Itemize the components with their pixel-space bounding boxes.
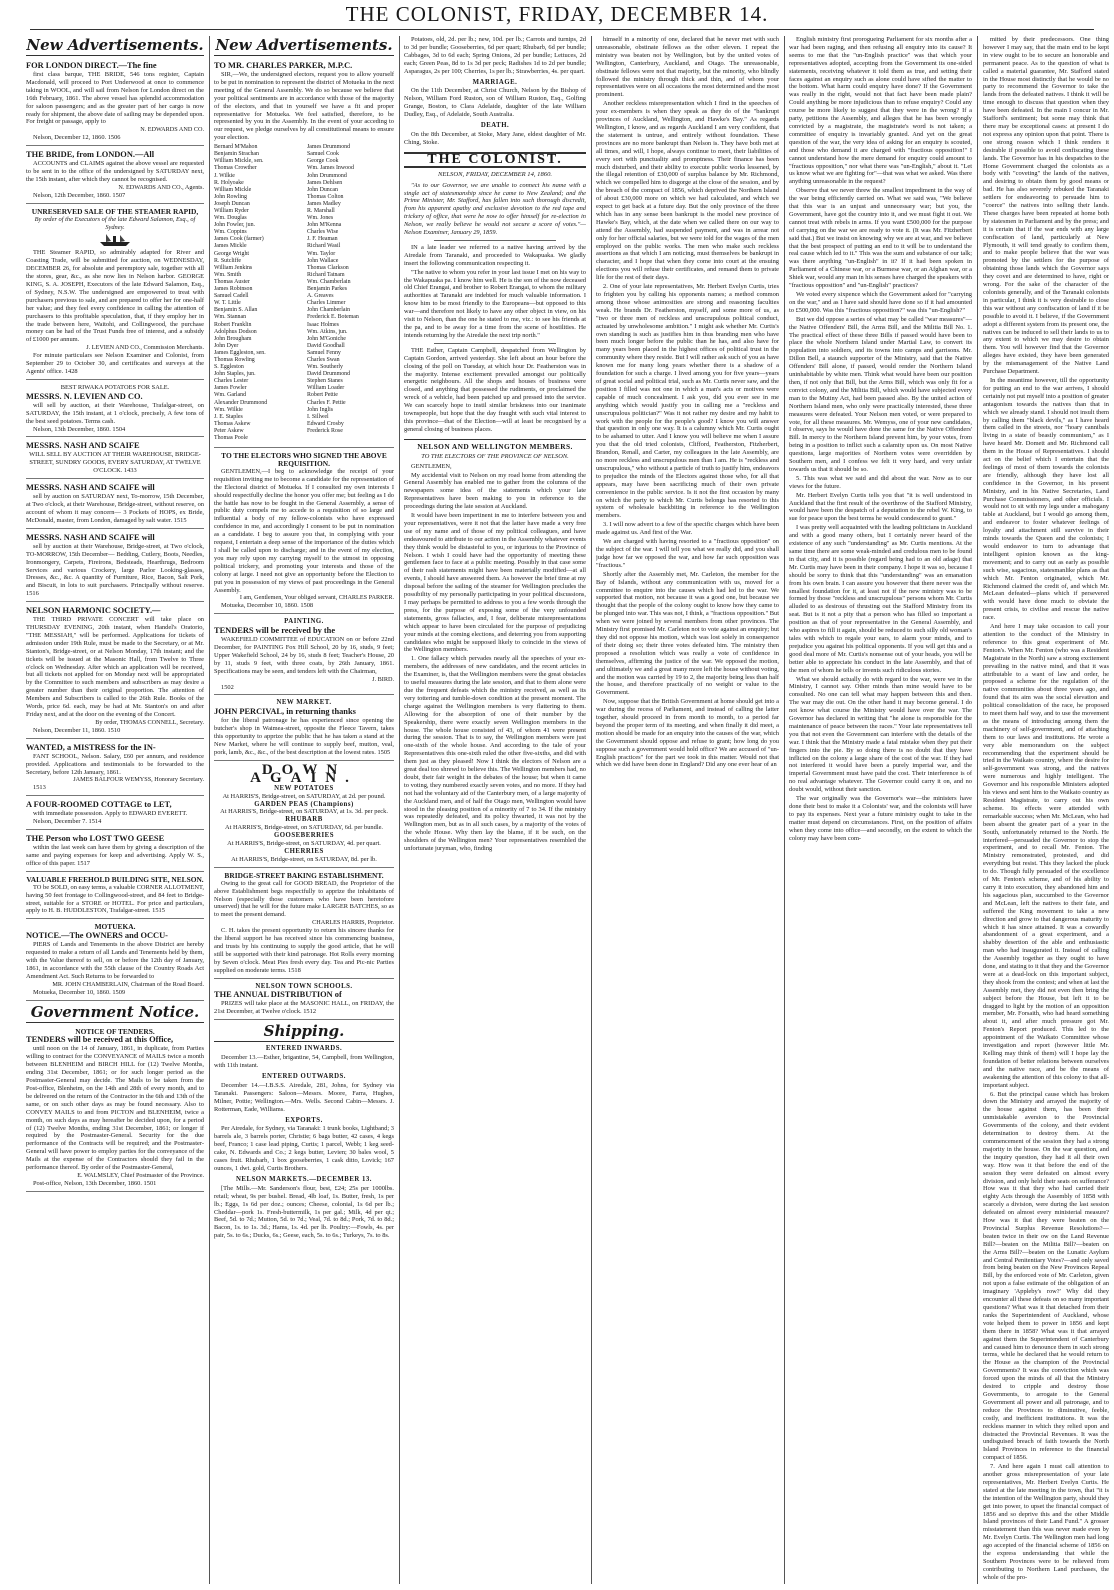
advert-lost-geese bbox=[26, 832, 204, 872]
markets-heading: NELSON MARKETS.—DECEMBER 13. bbox=[236, 1175, 372, 1183]
advert-body: WAKEFIELD COMMITTEE of EDUCATION on or before 22nd December, for PAINTING Fox Hill School, 20 by 16, studs, 9 feet; Upper Wakefield School, 24 by 16, studs 8 feet; Teacher's House, 20 by 11, studs 9 feet, with three coats, by 26th January, 1861. Specifications may be seen, and tenders left with the Chairman, bbox=[214, 636, 394, 675]
advert-signature: J. LEVIEN AND CO., Commission Merchants. bbox=[86, 344, 204, 352]
advert-bakery bbox=[214, 870, 394, 979]
signatory-name: Peter Askew bbox=[214, 427, 244, 434]
signatory-name: John Drummond bbox=[307, 172, 347, 179]
advert-heading: BEST RIWAKA POTATOES FOR SALE. bbox=[60, 383, 170, 391]
advert-body: ACCOUNTS and CLAIMS against the above vessel are requested to be sent in to the office of the undersigned by SATURDAY next, the 15th instant, after which they cannot be recognised. bbox=[26, 160, 204, 183]
advert-date: Motueka, December 10, 1860. 1508 bbox=[221, 602, 314, 610]
advert-heading: THE BRIDE, from LONDON.—All bbox=[26, 150, 155, 160]
column-divider bbox=[784, 36, 785, 1584]
produce-item-name: GOOSEBERRIES bbox=[273, 832, 335, 840]
signatory-name: William Loader bbox=[307, 385, 345, 392]
signatory-name: John Staples, jun. bbox=[214, 371, 256, 378]
entered-outwards-heading: ENTERED OUTWARDS. bbox=[261, 1073, 347, 1080]
advert-harmonic-society bbox=[26, 604, 204, 739]
advert-requisition-parker bbox=[214, 59, 394, 448]
advert-signature: I am, Gentlemen, Your obliged servant, CHARLES PARKER. bbox=[239, 594, 394, 602]
signatory-name: Thomas Colton bbox=[307, 193, 344, 200]
letter-heading: NELSON AND WELLINGTON MEMBERS. bbox=[404, 439, 586, 451]
editorial-dateline: NELSON, FRIDAY, DECEMBER 14, 1860. bbox=[437, 170, 553, 178]
advert-heading: MOTUEKA. bbox=[94, 922, 136, 932]
produce-item-line: At HARRIS'S, Bridge-street, on SATURDAY, at 1s. 3d. per peck. bbox=[220, 808, 388, 816]
advert-body: sell by auction on SATURDAY next, To-morrow, 15th December, at Two o'clock, at their Warehouse, Bridge-street, without reserve, on account of whom it may concern— 3 Pockets of HOPS, ex Bride, McDonald, master, from London, damaged by salt water. 1515 bbox=[26, 493, 204, 524]
markets-text: [The Mills.—Mr. Sanderson's flour, best, £24; 25s per 1000lbs. retail; wheat, 9s per bushel. Bread, 4lb loaf, 1s. Butter, fresh, 1s per lb.; Eggs, 1s 6d per doz.; ounces; Cheese, colonial, 1s 6d per lb.; Cheddar—pork 1s. Fresh-buttermilk, 1s per gal.; Milk, 4d per qt.; Beef, 5d. to 7d.; Mutton, 5d. to 7d.; Veal, 7d. to 8d.; Pork, 7d. to 8d.; Bacon, 1s. to 1s. 3d.; Hams, 1s. 4d. per lb. Poultry:—Fowls, 4s. per pair, 5s. to 6s.; Ducks, 6s.; Geese, each, 5s. to 6s.; Turkeys, 7s. to 8s. bbox=[214, 1184, 394, 1240]
signatory-name: William Ryder bbox=[214, 208, 249, 214]
signatory-name: James Robinson bbox=[214, 286, 253, 293]
advert-date: Nelson, 12th December, 1860. 1507 bbox=[33, 191, 126, 199]
section-title-shipping: Shipping. bbox=[214, 1022, 394, 1042]
signatory-name: Wm. James Inwood bbox=[307, 165, 354, 172]
signatory-name: Adolphus Dodson bbox=[214, 328, 257, 335]
letter-paragraph: 5. This was what we said and did about the war. Now as to our views for the future. bbox=[789, 474, 972, 490]
signatory-name: J. E. Staples bbox=[214, 413, 243, 420]
signatory-name: James Drummond bbox=[307, 144, 351, 151]
signatory-name: John Brougham bbox=[214, 335, 252, 342]
signatory-name: Thomas Askew bbox=[214, 420, 251, 427]
letter-paragraph: In the meantime however, till the opportunity for putting an end to the war arrives, I should certainly not put myself into a position of greater antagonism towards the natives than that in which we already stand. I should not insult them by calling them "black devils," as I have heard them called in the streets, nor "hoary cannibals living in a state of beastly communism," as I have heard Mr. Domett and Mr. Richmond call them in the House of Representatives. I should act on the belief which I entertain that the feelings of most of them towards the colonists are friendly, although they have lost all confidence in the Governor, in his present Ministry, and in his Native Secretaries, Land Purchase Commissioners, and other officials. I would not to sit with my legs under a mahogany table at Auckland, but I would go among them, and endeavor to foster whatever feelings of loyalty and attachment still survive in their minds towards the Queen and the colonists; I would endeavor to turn to advantage that intelligent opinion known as the king-movement; and to carry out as early as possible such wise, sagacious, statesmanlike plans as that which Mr. Fenton originated, which Mr. Richmond claimed the credit of, and which Mr. McLean defeated—plans which if persevered with would have done much to obviate the present crisis, to civilise and rescue the native race. bbox=[983, 376, 1109, 622]
advert-body: THE THIRD PRIVATE CONCERT will take place on THURSDAY EVENING, 20th instant, when Handel's Oratorio, "THE MESSIAH," will be performed. Applications for tickets of admission under 19th Rule, must be made to the Secretary, or at Mr. Stanton's, Bridge-street, or at Nelson Monday, 17th instant; and the tickets will be issued at the Masonic Hall, from Twelve to Three o'clock on Wednesday. After which an application will be received, but all tickets not applied for on Monday next will be appropriated by the Committee to such members and subscribers as may desire a greater number than their original proportion. The attention of Members and Subscribers is called to the 26th Rule. Books of the Words, price 6d. each, may be had at Mr. Stanton's on and after Friday next, and at the door on the evening of the Concert. bbox=[26, 616, 204, 718]
column-5 bbox=[789, 36, 972, 1584]
signatory-name: Wm. Smith bbox=[214, 271, 242, 278]
entered-inwards-text: December 13.—Esther, brigantine, 54, Campbell, from Wellington, with 11th instant. bbox=[214, 1054, 394, 1070]
signatory-name: Wm. Wilkie bbox=[214, 406, 243, 413]
markets-continued-text: Potatoes, old, 2d. per lb.; new, 10d. per lb.; Carrots and turnips, 2d to 3d per bundle; Gooseberries, 6d per quart; Rhubarb, 6d per bundle; Cabbages, 3d to 6d each; Spring Onions, 2d per bundle; Lettuces, 2d each; Green Peas, 8d to 1s 3d per peck; Radishes 1d to 2d per bundle; Asparagus, 2s per 100; Cherries, 1s per lb.; Strawberries, 4s. per quart. bbox=[404, 36, 586, 75]
advert-subheading: By order of the Executors of the late Edward Salamon, Esq., of Sydney. bbox=[34, 215, 196, 231]
signatory-name: James Eggleston, sen. bbox=[214, 349, 266, 356]
signatory-name: Charles Lester bbox=[214, 378, 249, 385]
letter-paragraph: What we should actually do with regard to the war, were we in the Ministry, I cannot say. Other minds than mine would have to be consulted. No one can tell what may happen between this and then. The war may die out. On the other hand it may become general. I do not know what course the Ministry would have over the war. The Governor has declared in writing that "he alone is responsible for the maintenance of peace between the races." Your late representatives tell you that not even the Government can interfere with the details of the war. I think that the Ministry made a fatal mistake when they put their fingers into the pie. By so doing there is no doubt that they have inflicted on the colony a large share of the cost of the war. If they had not interfered it would have been a purely imperial war, and the imperial Government must have paid the cost. Their interference is of no real advantage whatever. The Governor could carry it on, and no doubt would, without their sanction. bbox=[789, 675, 972, 794]
signatory-name: Charles Wise bbox=[307, 229, 339, 236]
advert-date: Motueka, December 10, 1860. 1509 bbox=[33, 988, 126, 996]
produce-item-name: RHUBARB bbox=[285, 816, 323, 824]
advert-harris-produce bbox=[214, 763, 394, 868]
letter-paragraph: I was pretty well acquainted with the leading politicians in Auckland and with a good many others, but I certainly never heard of the existence of any such "understanding" as Mr. Curtis mentions. At the same time there are some weak-minded and credulous men to be found in that city, and it is possible (regard being had to an old adage) that Mr. Curtis may have been in their company. I hope it was so, because I should be sorry to think that this "understanding" was an emanation from his own brain. I can assure you however that there never was the smallest foundation for it, at least not if the new ministry was to be formed by those "reckless and unscrupulous" persons whom Mr. Curtis alluded to as desirous of thrusting out the Stafford Ministry from its seat. But is it not a pity that a person who has filled so important a position as that of your representative in the General Assembly, and who aspires to fill it again, should be reduced to such silly old woman's tales with which to regale your ears, to alarm your minds, and to prejudice you against his political opponents. If you will get this and a good deal more of Mr. Curtis's nonsense out of your heads, you will be better able to appreciate his conduct in the late Assembly, and that of the men of whom he tells or invents such ridiculous stories. bbox=[789, 524, 972, 674]
advert-bride-accounts bbox=[26, 148, 204, 204]
signatory-name: Benjamin Parkes bbox=[307, 286, 348, 293]
advert-title: MESSRS. NASH AND SCAIFE will bbox=[26, 532, 155, 542]
masthead-rule bbox=[30, 29, 1094, 30]
letter-paragraph: Now, suppose that the British Government at home should get into a war during the recess of Parliament, and instead of calling the latter together, should proceed in from month to month, to a period far beyond the proper term of its meeting, and when finally it did meet, a motion should be made for an enquiry into the causes of the war, which the Government should oppose and refuse to grant; how long do you suppose such a government would hold office? We are accused of "un-English practices" for the part we took in this matter. Would not that which we did have been done in England? Did any one ever hear of an bbox=[596, 698, 779, 769]
signatory-name: Robert Pettie bbox=[307, 392, 338, 399]
signatory-name: Richard Wasil bbox=[307, 243, 341, 250]
signatory-name: Wm. Coppins bbox=[214, 229, 247, 236]
death-text: On the 8th December, at Stoke, Mary Jane, eldest daughter of Mr. Ching, Stoke. bbox=[404, 130, 586, 146]
signatory-name: I. Sillwel bbox=[307, 413, 329, 420]
masthead bbox=[0, 0, 1114, 30]
advert-signature: J. BIRD. bbox=[372, 675, 394, 683]
signatory-name: Frederick E. Boteman bbox=[307, 314, 359, 321]
signatory-name: John Chamberlain bbox=[307, 307, 351, 314]
signatories-list bbox=[214, 144, 394, 442]
advert-nash-scaife-3 bbox=[26, 531, 204, 602]
signatory-name: John Rowling bbox=[214, 193, 247, 200]
signatory-name: John Wallace bbox=[307, 257, 339, 264]
advert-steamer-rapid bbox=[26, 206, 204, 380]
divider bbox=[434, 343, 556, 344]
signatory-name: Charles F. Pettie bbox=[307, 399, 346, 406]
signatory-name: James Mickle bbox=[214, 243, 247, 250]
advert-title: THE ANNUAL DISTRIBUTION of bbox=[214, 990, 342, 1000]
advert-body: will sell by auction, at their Warehouse, Trafalgar-street, on SATURDAY, the 15th instant, at 1 o'clock, precisely, A few tons of the best seed potatoes. Terms cash. bbox=[26, 401, 204, 425]
signatory-name: James Fowler bbox=[214, 385, 247, 392]
advert-heading: FOR LONDON DIRECT.—The fine bbox=[26, 61, 157, 70]
signatory-name: William Mickle, sen. bbox=[214, 158, 264, 165]
advert-body: PIERS of Lands and Tenements in the above District are hereby requested to make a return of all Lands and Tenements held by them, with the Value thereof to sell, on or before the 12th day of January, 1861, in accordance with the 55th clause of the Country Roads Act Amendment Act. Such Returns to be forwarded to bbox=[26, 941, 204, 980]
newspaper-masthead-title: THE COLONIST, FRIDAY, DECEMBER 14. bbox=[345, 2, 769, 26]
signatory-name: John Inglis bbox=[307, 406, 334, 413]
signatory-name: Alexander Drummond bbox=[214, 399, 268, 406]
signatory-name: Bernard M'Mahon bbox=[214, 144, 258, 151]
editorial-epigraph: "As to our Governor, we are unable to connect his name with a single act of statesmanship since he came to New Zealand; and the Prime Minister, Mr. Stafford, has fallen into such thorough discredit, from his apparent apathy and exclusive devotion to the red tape and trickery of office, that were he now to offer himself for re-election in Nelson, we really believe he would not secure a score of votes."—Nelson Examiner, January 29, 1859. bbox=[404, 181, 586, 237]
advert-freehold-site bbox=[26, 874, 204, 920]
signatory-name: William Jenkins bbox=[214, 264, 253, 271]
divider bbox=[434, 240, 556, 241]
signatory-name: John M'Kenna bbox=[307, 222, 342, 229]
signatory-name: Thomas Rowling bbox=[214, 356, 255, 363]
section-title-new-advertisements: New Advertisements. bbox=[26, 36, 204, 54]
signatory-name: R. Holyoake bbox=[214, 179, 244, 186]
letter-paragraph: 3. I will now advert to a few of the specific charges which have been made against us. And first of the War. bbox=[596, 521, 779, 537]
death-heading: DEATH. bbox=[480, 122, 510, 130]
signatory-name: John Duncan bbox=[307, 186, 338, 193]
letter-paragraph: Shortly after the Assembly met, Mr. Carleton, the member for the Bay of Islands, without any communication with us, moved for a committee to enquire into the causes which had led to the war. We supported that motion, not because it was a good one, but because we thought that the people of the colony ought to know how they came to be plunged into war. This was not, I think, a "fractious opposition." But when we were joined by several members from other provinces. The Ministry first promised Mr. Carleton not to vote against an enquiry; but they did not oppose his motion, which was lost solely in consequence of their doing so; their three votes defeated him. The ministry then proposed a resolution which was really a vote of confidence in themselves, affirming the justice of the war. We opposed the motion, and ultimately we and a great many more left the house without voting, and the motion was carried by 19 to 2, the majority being less than half the house, and therefore practically of no weight or value to the Government. bbox=[596, 570, 779, 697]
advert-title: WANTED, a MISTRESS for the IN- bbox=[26, 742, 156, 752]
signatory-name: S. Eggleston bbox=[214, 364, 244, 371]
signatory-name: Charles Limmer bbox=[307, 300, 346, 307]
signatory-name: Wm. Taylor bbox=[307, 250, 336, 257]
letter-subheading: TO THE ELECTORS OF THE PROVINCE OF NELSON. bbox=[421, 452, 569, 460]
exports-heading: EXPORTS. bbox=[285, 1116, 323, 1124]
produce-item-name: GARDEN PEAS (Champions) bbox=[254, 800, 354, 808]
letter-paragraph: 6. But the principal cause which has broken down the Ministry and arrayed the majority of the house against them, has been their unmistakable aversion to the Provincial Governments of the colony, and their evident determination to destroy them. At the commencement of the session they had a strong majority in the house. On the war question, and the inquiry question, they had it all their own way. How was it that before the end of the session they were defeated on almost every division, and only held their seats on sufferance? How was it that they who had carried their eighty Acts through the Assembly of 1858 with scarcely a division, were during the last session defeated on almost every ministerial measure? How was it that they were beaten on the Provincial Surplus Revenue Resolutions?—beaten twice in their ow on the Land Revenue Bill?—beaten on the Militia Bill?—beaten on the Arms Bill?—beaten on the Lunatic Asylum and Central Penitentiary Votes?—and only saved from being beaten on the New Provinces Repeal Bill, by the enforced vote of Mr. Carleton, given not upon a false estimate of the obligation of an imaginary 'Appleby's row?' Why did they encounter all these defeats on so many important questions? What was it that detached from their ranks the Superintendent of Auckland, whose vote helped them to power in 1856 and kept them there in 1858? What was it that arrayed against them the Superintendent of Canterbury and caused him to denounce them in such strong terms, while he declared that he would return to the House as the champion of the Provincial Governments? It was the conviction which was forced upon the minds of all that the Ministry desired to cripple and destroy those Governments, to arrogate to the General Government all power and all patronage, and to reduce the Provinces to diminutive, feeble, costly, and inefficient institutions. It was the reckless manner in which they relied upon and distracted the Provincial Revenues. It was the undisguised breach of faith towards the North Island Provinces in reference to the financial compact of 1856. bbox=[983, 1090, 1109, 1462]
signatory-name: Samuel Fenny bbox=[307, 349, 341, 356]
column-divider bbox=[591, 36, 592, 1584]
advert-heading: NELSON TOWN SCHOOLS. bbox=[255, 982, 353, 990]
editorial-masthead: THE COLONIST. bbox=[404, 152, 586, 168]
column-divider bbox=[977, 36, 978, 1584]
letter-paragraph: The war originally was the Governor's war—the ministers have done their best to make it a Colonists' war, and the colonists will have to pay its expenses. Next year a future ministry ought to take in the matter must depend on circumstances. First, on the position of affairs when they come into office—and secondly, on the extent to which the colony may have been com- bbox=[789, 795, 972, 842]
advert-date: 1502 bbox=[221, 683, 234, 691]
advert-body: TO be SOLD, on easy terms, a valuable CORNER ALLOTMENT, having 50 feet frontage to Collingwood-street, and 84 feet to Bridge-street, suitable for a STORE or HOTEL. For price and particulars, apply to H. B. HUDDLESTON, Trafalgar-street. 1515 bbox=[26, 883, 204, 915]
advert-motueka-notice bbox=[26, 921, 204, 1000]
letter-paragraph: English ministry first prorogueing Parliament for six months after a war had been raging, and then refusing all enquiry into its cause? It seems to me that the "un-English practice" was that which your representatives adopted, accepting from the Government its one-sided statements, receiving whatever it told them as true, and setting their faces against an enquiry such as alone could have sifted the matter to the bottom. What harm could enquiry have done? If the Government was really in the right, would not that fact have been made plain? Could anything be more injudicious than to refuse enquiry? Could any course be more likely to suggest that they were in the wrong? If a party, petitions the Assembly, and alleges that he has been wrongly convicted by a magistrate, the magistrate's word is not taken; a committee of enquiry is invariably granted. And yet on the great question of the war, the very idea of asking for an enquiry is scouted, and those who demand it are charged with "fractious opposition!" I cannot understand how the mere demand for enquiry could amount to "fractious opposition," nor what there was "un-English," about it. "Let us know what we are fighting for"—that was what we asked. Was there anything unreasonable in the request? bbox=[789, 36, 972, 186]
advert-london-direct bbox=[26, 59, 204, 146]
signatory-name: George Wright bbox=[214, 250, 250, 257]
signatory-name: John Fowler, jun. bbox=[214, 222, 255, 229]
advert-title: A FOUR-ROOMED COTTAGE to LET, bbox=[26, 800, 172, 810]
letter-paragraph: Mr. Herbert Evelyn Curtis tells you that "it is well understood in Auckland that the first result of the overthrow of the Stafford Ministry, would have been the despatch of a deputation to the rebel W. King, to sue for peace upon the best terms he would condescend to grant." bbox=[789, 491, 972, 523]
advert-heading: NOTICE OF TENDERS. bbox=[75, 1026, 155, 1036]
advert-note: For minute particulars see Nelson Examiner and Colonist, from September 29 to October 30, and certificates and surveys at the Agents' office. 1428 bbox=[26, 352, 204, 375]
signatory-name: Samuel Cadell bbox=[214, 293, 249, 300]
advert-date: Nelson, December 12, 1860. 1506 bbox=[33, 134, 121, 142]
letter-paragraph: But we did oppose a series of what may be called "war measures"—the Native Offenders' Bill, the Arms Bill, and the Militia Bill No. 1. The practical effect of these three Bills if passed would have been to place the whole Northern Island under Martial Law, to convert its population into soldiers, and its towns into camps and garrisons. Mr. Dillon Bell, a staunch supporter of the Ministry, said that the Native Offenders' Bill alone, if passed, would render the Northern Island uninhabitable by white men. Think what would have been our position then, if not only that Bill, but the Arms Bill, which was only fit for a convict colony, and the Militia Bill, which would have subjected every man to the Mutiny Act, had been passed also. By the united action of Northern Island men, who only were practically interested, these three measures were defeated. Your Nelson men voted, or were prepared to vote, for all these measures. Mr. Wemyss, one of your new candidates, I observe, says he would have done the same for the Native Offenders' Bill. In mercy to the Northern Island prevent him, by your votes, from being in a position to inflict such a calamity upon us. On most Native questions, large majorities of Northern votes were overridden by Southern men, and I confess we felt it very hard, and very unfair towards us that it should be so. bbox=[789, 315, 972, 473]
letter-paragraph: It would have been impertinent in me to interfere between you and your representatives, were it not that the latter have made a very free use of my name and of those of my political colleagues, and have endeavoured to attribute to our action in the Assembly whatever events they think would be distasteful to you, or injurious to the Province of Nelson. I wish I could have had the opportunity of meeting these gentlemen face to face at a public meeting. Possibly in that case some of their rash statements might have been materially modified—at all events, I should have answered them. As however the brief time at my disposal before the sailing of the steamer for Wellington precludes the possibility of my personally participating in your political discussions, I may perhaps be permitted to address to you a few words through the press, for the purpose of exposing some of the very unfounded statements, gross fallacies, and, I fear, deliberate misrepresentations which appear to have been circulated for the purpose of prejudicing your minds at the coming elections, and deterring you from supporting candidates who might be supposed likely to coincide in the views of the Wellington members. bbox=[404, 512, 586, 654]
advert-heading: NEW MARKET. bbox=[276, 699, 332, 707]
advert-signature: JAMES BALFOUR WEMYSS, Honorary Secretary. bbox=[73, 776, 204, 784]
letter-paragraph: 1. One fallacy which pervades nearly all the speeches of your ex-members, the addresses of new candidates, and the recent articles in the Examiner, is, that the Wellington members were the great obstacles to useful measures during the late session, and that to them alone were due the frequent defeats which the ministry received, as well as its very tottering and tumble-down condition at the present moment. The charge against the Wellington members is very flattering to them. Allowing for the absorption of one of their number by the Speakership, there were exactly seven Wellington members in the house. The whole house consisted of 43, of whom 41 were present during the session. That is to say, the Wellington members were just one-sixth of the whole house. And according to the tale of your Representatives this one-sixth ruled the other five-sixths, and did with them just as they pleased! Now I think the electors of Nelson are a great deal too shrewd to believe this. The Wellington members had, no doubt, their fair weight in the debates of the house; but when it came to voting, they numbered exactly seven votes, and no more. If they had not had the voluntary aid of the Canterbury men, of a large majority of the Auckland men, and of half the Otago men, Wellington would have stood in the pleasing position of a minority of 7 to 34. If the ministry was repeatedly defeated, and its policy thwarted, it was not by the Wellington men, but as in all such cases, by a majority of the votes of the whole House. Why then lay the blame, if it be such, on the shoulders of the Wellington men? Your representatives resembled the unfortunate juryman, who, finding bbox=[404, 655, 586, 853]
signatory-name: James Dehlsen bbox=[307, 179, 343, 186]
marriage-text: On the 11th December, at Christ Church, Nelson by the Bishop of Nelson, William Ford Ruston, son of William Ruston, Esq., Golfing Grange, Boston, to Clara Adelaide, daughter of the late William Dudley, Esq., of Adelaide, South Australia. bbox=[404, 87, 586, 119]
advert-body: THE Steamer RAPID, so admirably adapted for River and Coasting Trade, will be submitted for auction, on WEDNESDAY, DECEMBER 26, for absolute and peremptory sale, together with all the stores, gear, &c., as she now lies in Nelson harbor. GEORGE KING, S. A. JOSEPH, Executors of the late Edward Salamon, Esq., of Sydney, N.S.W. The undersigned are empowered to treat with purchasers previous to sale, and are prepared to offer her for one-half her value; and they feel every confidence in calling the attention of purchasers to this profitable speculation, that, if they employ her in the trade between here, Waitohi, and Collingwood, the purchase money can be had of the Trust Funds free of interest, and a subsidy of £1000 per annum. bbox=[26, 249, 204, 344]
steamer-icon bbox=[98, 233, 132, 247]
entered-outwards-text: December 14.—I.B.S.S. Airedale, 281, Johns, for Sydney via Taranaki. Passengers: Saloon—Messrs. Moore, Farra, Hughes, Milner, Pottie; Wellington.—Mrs. Wells. Second Cabin—Messrs. J. Rotterman, Eade, Williams. bbox=[214, 1081, 394, 1113]
signatory-name: Benjamin S. Allan bbox=[214, 307, 258, 314]
advert-signature: CHARLES HARRIS, Proprietor. bbox=[312, 919, 394, 927]
advert-title: THE Person who LOST TWO GEESE bbox=[26, 834, 165, 844]
advert-title: JOHN PERCIVAL, in returning thanks bbox=[214, 707, 356, 717]
produce-item-line: At HARRIS'S, Bridge-street, on SATURDAY, 6d. per bundle. bbox=[224, 824, 384, 832]
column-2 bbox=[214, 36, 394, 1584]
produce-item-name: NEW POTATOES bbox=[274, 784, 334, 792]
advert-note: C. H. takes the present opportunity to return his sincere thanks for the liberal support he has received since his commencing business, and trusts by his continuing to supply the good article, that he will still be supported with their kind patronage. Hot Rolls every morning by Seven o'clock. Meat Pies fresh every day. Tea and Pic-nic Parties supplied on moderate terms. 1518 bbox=[214, 927, 394, 974]
advert-date: 1513 bbox=[33, 784, 46, 792]
column-divider bbox=[209, 36, 210, 1584]
advert-body: within the last week can have them by giving a description of the same and paying expenses for keep and advertising. Apply W. S., office of this paper. 1517 bbox=[26, 844, 204, 867]
signatory-name: Thomas Poole bbox=[214, 435, 248, 441]
advert-title: NELSON HARMONIC SOCIETY.— bbox=[26, 606, 161, 616]
signatory-name: A. Greaves bbox=[307, 293, 334, 300]
signatory-name: Charles Swan bbox=[307, 356, 340, 363]
signatory-name: Wm. Atkins, jun. bbox=[307, 328, 348, 335]
entered-inwards-heading: ENTERED INWARDS. bbox=[265, 1045, 343, 1053]
signatory-name: J. Wilkie bbox=[214, 172, 235, 179]
column-1 bbox=[26, 36, 204, 1584]
advert-body: Owing to the great call for GOOD BREAD, the Proprietor of the above Establishment begs respectfully to apprize the inhabitants of Nelson (especially those customers who have been heretofore unserved) that he will for the future make LARGER BATCHES, so as to meet the present demand. bbox=[214, 879, 394, 919]
advert-body: SIR,—We, the undersigned electors, request you to allow yourself to be put in nomination to represent the district of Motueka in the next meeting of the General Assembly. We do so because we believe that your political sentiments are in accordance with those of the majority of the electors, and that in yourself we have a fit and proper representative for Motueka. We feel satisfied, therefore, to be represented by you in the Assembly. In the event of your acceding to our request, we pledge ourselves by all constitutional means to ensure your election. bbox=[214, 71, 394, 142]
advert-heading: PAINTING. bbox=[284, 618, 324, 626]
signatory-name: Joseph Duncan bbox=[214, 200, 250, 207]
advert-body: first class barque, THE BRIDE, 546 tons register, Captain Macdonald, will proceed to Port Underwood at once to commence taking in WOOL, and will sail from Nelson for London direct on the 16th February, 1861. The above vessel has splendid accommodation for saloon passengers; and as the greater part of her cargo is now ready for shipment, the above date of sailing may be depended upon. For freight or passage, apply to bbox=[26, 71, 204, 126]
advert-new-market bbox=[214, 697, 394, 760]
letter-paragraph: 2. One of your late representatives, Mr. Herbert Evelyn Curtis, tries to frighten you by calling his opponents names; a method common among those whose animosities are strong and reasoning faculties weak. He brands Dr. Featherston, myself, and some more of us, as "two or three men of reckless and unscrupulous political conduct, actuated by unwholesome ambition." I might ask whether Mr. Curtis's own standing is such as justifies him in thus branding men who have been much longer before the public than he has, and also have for many years been placed in the highest offices of political trust in the community where they reside. But I will rather ask such of you as have known me for many long years whether there is a shadow of a foundation for such a charge. I lived among you for five years—years of great social and political trial, such as Mr. Curtis never saw, and the position I filled was not one in which a man's acts or motives were capable of much concealment. I ask you, did you ever see in me anything which would justify you in calling me a "reckless and unscrupulous politician?" Was it not rather my desire and my habit to work with the people for the people's good? I know you will answer that question in only one way. It is a calumny which Mr. Curtis ought to be ashamed to utter. And I know you will believe me when I assure you that the old tried colonists, Clifford, Featherston, Fitzherbert, Brandon, Renall, and Carter, my colleagues in the late Assembly, are no more reckless and unscrupulous men than I am. He is "reckless and unscrupulous," who without a particle of truth to justify him, endeavors to prejudice the minds of the Electors against those who, for all that appears, may have been sacrificing much of their own private convenience in the public service. Is it not the first occasion by many on which the party to which Mr. Curtis belongs has resorted to this system of wholesale backbiting in reference to the Wellington members. bbox=[596, 283, 779, 520]
advert-heading: VALUABLE FREEHOLD BUILDING SITE, NELSON. bbox=[26, 874, 204, 884]
letter-paragraph: mitted by their predecessors. One thing however I may say, that the main end to be kept in view ought to be to secure an honorable and permanent peace. As to the question of what is called a material guarantee, Mr. Stafford stated in the House most distinctly that he would be no party to recommend the Governor to take the lands from the defeated natives. I think it will be time enough to discuss that question when they have been defeated. In the main I concur in Mr. Stafford's sentiment; but some may think that there may be exceptional cases: at present I do not express any opinion upon that point. There is one strong reason which I think renders it desirable if possible to avoid confiscating these lands. The Governor has in his despatches to the Home Government charged the colonists as a body with "coveting" the lands of the natives, and desiring to obtain them by good means or bad. He has also severely rebuked the Taranaki settlers for endeavoring to persuade him to "coerce" the natives into selling their lands. These charges have been repeated at home both by statesmen in Parliament and by the press; and it is certain that if the war ends with any large confiscation of land, particularly at New Plymouth, it will tend greatly to confirm them, and to make people believe that the war was promoted by the settlers for the purpose of obtaining those lands which the Governor says they covet and are determined to have, right or wrong. For the sake of the character of the colonists generally, and of the Taranaki colonists in particular, I think it is very desirable to close this war without any confiscation of land if it be possible to avoid it. I believe, if the Government adopt a different system from its present one, the natives can be induced to sell their lands to us to any extent to which we may desire to obtain them. You will however find that the Governor alleges have existed, they have been generated by the mismanagement of the Native Land Purchase Department. bbox=[983, 36, 1109, 376]
advert-body: with immediate possession. Apply to EDWARD EVERETT. bbox=[33, 810, 188, 818]
advert-title: NOTICE.—The OWNERS and OCCU- bbox=[26, 931, 168, 941]
signatory-name: Wm. Jones bbox=[307, 215, 334, 222]
signatory-name: John M'Goniche bbox=[307, 335, 346, 342]
advert-infant-school-mistress bbox=[26, 741, 204, 797]
signatory-name: Thomas Crowther bbox=[214, 165, 257, 172]
column-4 bbox=[596, 36, 779, 1584]
down-again-heading: DOWN AGAIN. bbox=[250, 761, 358, 786]
produce-item-line: At HARRIS'S, Bridge-street, on SATURDAY, 8d. per lb. bbox=[231, 855, 377, 863]
signatory-name: W. T. Little bbox=[214, 300, 241, 307]
advert-signature: By order, THOMAS CONNELL, Secretary. bbox=[95, 718, 204, 726]
signatory-name: David Drummond bbox=[307, 371, 351, 378]
advert-date: Nelson, December 11, 1860. 1510 bbox=[33, 726, 121, 734]
advert-signature: MR. JOHN CHAMBERLAIN, Chairman of the Road Board. bbox=[52, 980, 204, 988]
editorial-paragraph: IN a late leader we referred to a native having arrived by the Airedale from Taranaki, and proceeded to Wakapuaka. We gladly insert the following communication respecting it. bbox=[404, 243, 586, 267]
signatory-name: William Mickle bbox=[214, 186, 252, 193]
marriage-heading: MARRIAGE. bbox=[472, 78, 518, 86]
advert-town-schools bbox=[214, 981, 394, 1021]
column-6 bbox=[983, 36, 1109, 1584]
letter-paragraph: And here I may take occasion to call your attention to the conduct of the Ministry in reference to this great experiment of Mr. Fenton's. When Mr. Fenton (who was a Resident Magistrate in the North) saw a strong excitement prevailing in the native mind, and that it was attributable to a want of law and order, he proposed a scheme for the regulation of the native communities about three years ago, and found that its aim was the social elevation and political consolidation of the race, he proposed to meet them half way, and to use the movement as the means of introducing among them the machinery of self-government, and of attaching them to our laws and institutions. He wrote a very able memorandum on the subject recommending that the experiment should be tried in the Waikato country, where the desire for self-government was strong, and the natives were numerous and highly intelligent. The Governor and his responsible Ministers adopted his views and sent him to the Waikato country as Resident Magistrate, to carry out his own scheme. Its effects were attended with remarkable success; when Mr. McLean, who had been absent the greater part of a year in the South, unfortunately returned to the North. He interfered—persuaded the Governor to stop the experiment, and to recall Mr. Fenton. The Ministry remonstrated, protested, and did everything but resist. This they lacked the pluck to do. Though fully persuaded of the excellence of Mr. Fenton's scheme, and of his ability to carry it into execution, they abandoned him and his sagacious plan, succumbed to the Governor and McLean, left the natives to their fate, and suffered the King movement to take a new direction and grow to that dangerous maturity to which it has since attained. It was a cowardly abandonment of a great experiment, and a shabby desertion of the able and enthusiastic man who had inaugurated it. Instead of calling the Assembly together as they ought to have done, and stating to it that they and the Governor were at a dead-lock on this important subject, they shook from the contest; and when at last the Assembly met, they did not even then bring the subject before the House, but left it to be dragged to light by the motion of an opposition member, Mr. Forsaith, who had heard something about it, and after much pressure got Mr. Fenton's Report produced. This led to the appointment of the Waikato Committee whose investigation and report (however little Mr. Kelling may think of them) will I hope lay the foundation of better relations between ourselves and the native race, and be the means of awakening the attention of this colony to that all-important subject. bbox=[983, 623, 1109, 1089]
signatory-name: Wm. Douglas bbox=[214, 215, 247, 222]
advert-date: Post-office, Nelson, 13th December, 1860. 1501 bbox=[33, 1179, 157, 1187]
advert-title: MESSRS. NASH AND SCAIFE bbox=[26, 441, 140, 451]
signatory-name: R. Sutcliffe bbox=[214, 257, 242, 264]
advert-title: TENDERS will be received at this Office, bbox=[26, 1035, 174, 1045]
section-title-government-notice: Government Notice. bbox=[26, 1003, 204, 1023]
produce-item-line: At HARRIS'S, Bridge-street, on SATURDAY, 4d. per quart. bbox=[227, 840, 381, 848]
column-divider bbox=[399, 36, 400, 1584]
section-title-new-advertisements: New Advertisements. bbox=[215, 36, 393, 54]
advert-levien-potatoes bbox=[26, 382, 204, 438]
advert-date: Nelson, December 7. 1514 bbox=[33, 818, 102, 826]
signatory-name: James Cook (farmer) bbox=[214, 236, 264, 243]
advert-title: MESSRS. NASH AND SCAIFE will bbox=[26, 483, 155, 493]
advert-signature: E. WALMSLEY, Chief Postmaster of the Province. bbox=[77, 1171, 204, 1179]
signatory-name: Isaac Holmes bbox=[307, 321, 339, 328]
letter-paragraph: We are charged with having resorted to a "fractious opposition" on the subject of the war. I will tell you what we really did, and you shall judge how far we opposed the war, and how far such opposition was "fractious." bbox=[596, 538, 779, 569]
signatory-name: Benjamin Strachan bbox=[214, 151, 259, 158]
advert-cottage-to-let bbox=[26, 798, 204, 830]
signatory-name: Thomas Auster bbox=[214, 278, 250, 285]
signatory-name: Wm. Stannan bbox=[214, 314, 247, 321]
letter-paragraph: We voted every sixpence which the Government asked for "carrying on the war," and as I have said should have done so if it had amounted to £500,000. Was this "fractious opposition?" was this "un-English?" bbox=[789, 291, 972, 314]
letter-paragraph: My accidental visit to Nelson on my road home from attending the General Assembly has enabled me to gather from the columns of the newspapers some idea of the statements which your late Representatives have been making to you in reference to the proceedings during the late session at Auckland. bbox=[404, 471, 586, 511]
advert-signature: N. EDWARDS AND CO., Agents. bbox=[118, 183, 204, 191]
advert-title: TENDERS will be received by the bbox=[214, 626, 336, 636]
letter-paragraph: GENTLEMEN, bbox=[411, 462, 452, 470]
advert-title: TO MR. CHARLES PARKER, M.P.C. bbox=[214, 61, 353, 70]
advert-nash-scaife-1 bbox=[26, 439, 204, 479]
signatory-name: James Madley bbox=[307, 200, 341, 207]
exports-text: Per Airedale, for Sydney, via Taranaki: 1 trunk books, Lightband; 3 barrels ale, 3 barrels porter, Christie; 6 bags butter, 42 cases, 4 kegs beef, Franco; 1 case lead piping, Curtis; 1 parcel, Webb; 1 keg seed-cake, N. Edwards and Co.; 2 kegs butter, Levien; 30 bales wool, 5 cases fruit. Rhubarb, 1 box gooseberries, 1 cask ditto, Lovick; 167 ounces, 1 dwt. gold, Curtis Brothers. bbox=[214, 1125, 394, 1172]
signatory-name: R. Marshall bbox=[307, 208, 335, 214]
signatory-name: John Dyer bbox=[214, 342, 239, 349]
signatory-name: Wm. Garland bbox=[214, 392, 247, 399]
advert-tenders-mails bbox=[26, 1026, 204, 1192]
advert-heading: BRIDGE-STREET BAKING ESTABLISHMENT. bbox=[224, 870, 384, 880]
produce-item-name: CHERRIES bbox=[284, 847, 324, 855]
advert-nash-scaife-2 bbox=[26, 481, 204, 529]
signatory-name: Wm. Chamberlain bbox=[307, 278, 351, 285]
harris-items-list bbox=[214, 785, 394, 864]
advert-body: WILL SELL BY AUCTION AT THEIR WAREHOUSE, BRIDGE-STREET, SUNDRY GOODS, EVERY SATURDAY, AT TWELVE O'CLOCK. 1433 bbox=[29, 451, 201, 475]
letter-paragraph: Another reckless misrepresentation which I find in the speeches of your ex-members is when they speak as they do of the "bankrupt provinces of Auckland, Wellington, and Hawke's Bay." As regards Wellington, I know, and as regards Auckland I am very confident, that the statement is untrue, and entirely without foundation. These provinces are no more bankrupt than Nelson is. They have both met at all times, and will, I hope, always continue to meet, their liabilities of every sort with punctuality and promptness. Their finance has been much disturbed, and their ability to execute public works lessened, by the illegal retention of £30,000 of surplus balance by Mr. Richmond, which we compelled him to disgorge at the close of the session, and by the breach of the compact of 1856, which deprived the Northern Island of about £30,000 more on which we had calculated, and which we expect to get back at a future day. But the only province of the three which has in any sense been bankrupt is the model new province of Hawke's Bay, which, at the date when we called there on our way to attend the Assembly, had suspended payment, and was in arrear not only for her official salaries, but we were told for the wages of the men employed on the public works. The men who make such reckless assertions as that which I am noticing, must themselves be bankrupt in character, and I hope that when they come into court at the ensuing elections you will refuse their certificates, and remand them to private life for the rest of their days. bbox=[596, 100, 779, 282]
advert-body: FANT SCHOOL, Nelson. Salary, £60 per annum, and residence provided. Applications and testimonials to be forwarded to the Secretary, before 12th January, 1861. bbox=[26, 752, 204, 776]
signatory-name: Robert Franklin bbox=[214, 321, 252, 328]
signatory-name: Samuel Cook bbox=[307, 151, 339, 158]
advert-body: until noon on the 14 of January, 1861, in duplicate, from Parties willing to contract for the CONVEYANCE of MAILS twice a month between BLENHEIM and BIRCH HILL for (12) Twelve Months, ending 31st December, 1861; or for such longer period as the Postmaster-General may decide. The Mails to be taken from the Post-office, Blenheim, on the 14th and 28th of every month, and to be delivered on the return of the Contractor in the 6th and 13th of the same, or on such other days as may be found necessary. Also to CONVEY MAILS to and from PICTON and BLENHEIM, twice a month, on such days as may hereafter be decided upon, for a period of (12) Twelve Months, ending 31st December, 1861; or longer if required by the Postmaster-General. Security for the due performance of the Contracts will be required; and the Postmaster-General will have power to employ parties for the conveyance of the Mails at the expense of the Contractors should they fail in the performance thereof. By order of the Postmaster-General, bbox=[26, 1045, 204, 1172]
signatory-name: J. F. Heaman bbox=[307, 236, 338, 243]
advert-date: Nelson, 13th December, 1860. 1504 bbox=[33, 425, 126, 433]
advert-body: GENTLEMEN,—I beg to acknowledge the receipt of your requisition inviting me to become a candidate for the representation of the Electoral district of Motueka. If I consulted my own interests I should respectfully decline the honor you offer me; but feeling as I do the battle has now to be fought in the General Assembly, a sense of public duty compels me to accede to a requisition of so large and influential a body of my fellow-colonists who have expressed confidence in me, and accordingly I consent to be put in nomination as a candidate. I beg to assure you that, in complying with your request, I entertain a deep sense of the importance of the duties which I shall be called upon to discharge; and in the event of my election, you may rely upon my carrying myself to the utmost in opposing political trickery, and promoting your interests and those of the colony at large. I need not give an opportunity before the Election to put you in possession of my views of past proceedings in the General Assembly. bbox=[214, 467, 394, 594]
signatory-name: Richard Tatnam bbox=[307, 271, 345, 278]
advert-reply-to-electors bbox=[214, 450, 394, 614]
signatory-name: Stephen Stanes bbox=[307, 378, 343, 385]
signatory-name: Wm. Southerly bbox=[307, 364, 343, 371]
column-3 bbox=[404, 36, 586, 1584]
signatory-name: Thomas Clarkson bbox=[307, 264, 349, 271]
advert-title: TO THE ELECTORS WHO SIGNED THE ABOVE REQUISITION. bbox=[221, 451, 387, 468]
signatory-name: Frederick Rose bbox=[307, 427, 343, 434]
advert-body: for the liberal patronage he has experienced since opening the butcher's shop in Waimea-street, opposite the Fleece Tavern, takes this opportunity to apprize the public that he has taken a stand at the New Market, where he will continue to supply beef, mutton, veal, pork, lamb, &c., &c., of the best description at the lowest rates. 1505 bbox=[214, 717, 394, 756]
signatory-name: George Cook bbox=[307, 158, 339, 165]
advert-body: sell by auction at their Warehouse, Bridge-street, at Two o'clock, TO-MORROW, 15th December— Bedding, Cutlery, Boots, Needles, Ironmongery, Carpets, Fireirons, Bedsteads, Hearthrugs, Bedroom Services and various Crockery, large Parlor Looking-glasses, Dresses, &c., &c. A quantity of Furniture, Rice, Bacon, Salt Pork, and Biscuit, in lots to suit purchasers. Principally without reserve. 1516 bbox=[26, 542, 204, 598]
signatory-name: David Goodhall bbox=[307, 342, 345, 349]
advert-painting-tenders bbox=[214, 616, 394, 695]
advert-title: MESSRS. N. LEVIEN AND CO. bbox=[26, 391, 143, 401]
letter-paragraph: Observe that we never threw the smallest impediment in the way of the war being efficiently carried on. What we said was, "We believe that this war is an unjust and unnecessary war; but you, the Government, have got the country into it, and we must fight it out. We cannot treat with rebels in arms. If you want £500,000 for the purpose of carrying on the war we are ready to vote it. (It was Mr. Fitzherbert said that.) But we insist on knowing why we are at war, and we believe that the best prospect of putting an end to it will be to understand the real cause which led to it." This was the sum and substance of our talk; was there anything "un-English" in it? If it had been spoken in Parliament of a Chinese war, or a Burmese war, or an Afghan war, or a Shiek war, would any man in his senses have charged the speakers with "fractious opposition" and "un-English" practices? bbox=[789, 187, 972, 290]
advert-body: PRIZES will take place at the MASONIC HALL, on FRIDAY, the 21st December, at Twelve o'clock. 1512 bbox=[214, 1000, 394, 1016]
letter-paragraph: himself in a minority of one, declared that he never met with such unreasonable, obstinate fellows as the other eleven. I repeat the ministry was beaten not by Wellington, but by the united votes of Wellington, Canterbury, Auckland, and Otago. The unreasonable, obstinate fellows were not that majority, but the minority, who blindly followed the ministry through thick and thin, and of whom your representatives were on all occasions the most determined and the most prominent. bbox=[596, 36, 779, 99]
produce-item-line: At HARRIS'S, Bridge-street, on SATURDAY, at 2d. per pound. bbox=[222, 792, 386, 800]
editorial-paragraph: THE Esther, Captain Campbell, despatched from Wellington by Captain Gordon, arrived yesterday. She left about an hour before the closing of the poll on Tuesday, at which hour Dr. Featherston was in the majority. Intense excitement prevailed amongst our politically energetic neighbours. All the shops and houses of business were closed, and anything that possessed the rudiments, or proclaimed the wreck of a vehicle, had been patched up and pressed into the service. We can scarcely hope to instil similar briskness into our inanimate townspeople, but hope that the day fraught with such vital interest to this province—that of the Election—will at least be recognised by a general closing of business places. bbox=[404, 346, 586, 433]
advert-heading: UNRESERVED SALE OF THE STEAMER RAPID, bbox=[31, 206, 199, 216]
advert-signature: N. EDWARDS AND CO. bbox=[140, 126, 204, 134]
signatory-name: Edward Crosby bbox=[307, 420, 344, 427]
editorial-paragraph: "The native to whom you refer in your last issue I met on his way to the Wakapuaka pa. I know him well. He is the son of the now deceased old Chief Erangai, and brother to Robert Erangai, to whom the military authorities at Taranaki are indebted for much valuable information. I know him to be most friendly to the Europeans—but opposed to this war—and therefore not likely to have any other object in view, on his visit to Nelson, than the one he stated to me, viz.: to see his friends at the pa, and to be away for a time from the scene of hostilities. He intends returning by the Airedale the next trip north." bbox=[404, 268, 586, 339]
letter-paragraph: 7. And here again I must call attention to another gross misrepresentation of your late representatives, Mr. Herbert Evelyn Curtis. He stated at the late meeting in the town, that "it is the intention of the Wellington party, should they get into power, to upset the financial compact of 1856 and so deprive this and the other Middle Island provinces of their Land Fund." A grosser misstatement than this was never made even by Mr. Evelyn Curtis. The Wellington men had long ago accepted of the financial scheme of 1856 on the express understanding that while the Southern Provinces were to be relieved from contributing to Northern Land purchases, the whole of the pro- bbox=[983, 1463, 1109, 1581]
